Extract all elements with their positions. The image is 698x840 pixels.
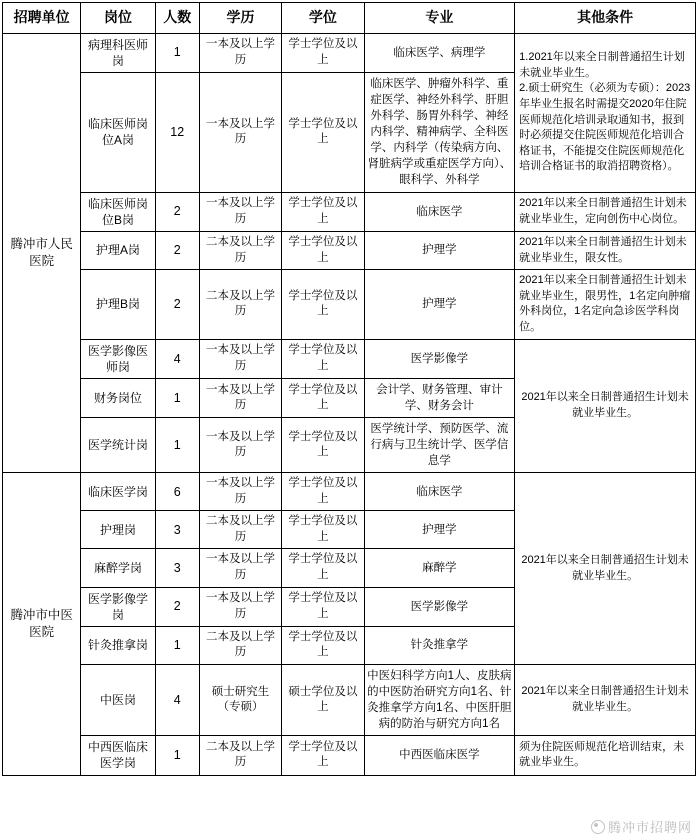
table-row [3,33,696,72]
cell-other-conditions: 2021年以来全日制普通招生计划未就业毕业生。 [515,339,696,473]
cell-other-conditions: 2021年以来全日制普通招生计划未就业毕业生，定向创伤中心岗位。 [515,192,696,231]
cell-unit: 腾冲市人民医院 [3,33,81,473]
cell-unit: 腾冲市中医医院 [3,473,81,775]
table-row [3,664,696,735]
cell-post: 针灸推拿岗 [81,626,155,664]
cell-post: 医学影像医师岗 [81,339,155,378]
cell-other-conditions: 2021年以来全日制普通招生计划未就业毕业生。 [515,664,696,735]
cell-post: 临床医师岗位A岗 [81,72,155,192]
cell-post: 中西医临床医学岗 [81,736,155,775]
cell-post: 临床医学岗 [81,473,155,511]
cell-education: 二本及以上学历 [199,736,281,775]
cell-major: 医学影像学 [364,339,515,378]
cell-degree: 学士学位及以上 [282,339,364,378]
cell-major: 临床医学 [364,192,515,231]
cell-education: 二本及以上学历 [199,511,281,549]
cell-education: 一本及以上学历 [199,72,281,192]
cell-count: 4 [155,339,199,378]
header-other: 其他条件 [515,3,696,34]
cell-degree: 学士学位及以上 [282,72,364,192]
cell-major: 会计学、财务管理、审计学、财务会计 [364,378,515,417]
cell-count: 1 [155,418,199,473]
watermark-logo-icon [591,820,605,834]
cell-major: 临床医学、肿瘤外科学、重症医学、神经外科学、肝胆外科学、肠胃外科学、神经内科学、精神病学、全科医学、内科学（传染病方向、肾脏病学或重症医学方向）、眼科学、外科学 [364,72,515,192]
cell-major: 护理学 [364,511,515,549]
cell-count: 2 [155,192,199,231]
cell-major: 医学影像学 [364,587,515,626]
cell-education: 一本及以上学历 [199,549,281,587]
cell-post: 护理A岗 [81,231,155,269]
cell-degree: 学士学位及以上 [282,418,364,473]
table-row [3,339,696,378]
recruitment-table [2,2,696,776]
cell-post: 临床医师岗位B岗 [81,192,155,231]
cell-major: 中医妇科学方向1人、皮肤病的中医防治研究方向1名、针灸推拿学方向1名、中医肝胆病的防治与研究方向1名 [364,664,515,735]
cell-post: 病理科医师岗 [81,33,155,72]
cell-major: 临床医学 [364,473,515,511]
cell-other-conditions: 1.2021年以来全日制普通招生计划未就业毕业生。 2.硕士研究生（必须为专硕）：2023年毕业生报名时需提交2020年住院医师规范化培训录取通知书，报到时必须提交住院医师规范化培训合格证书，不能提交住院医师规范化培训合格证书的取消招聘资格）。 [515,33,696,192]
header-post: 岗位 [81,3,155,34]
cell-major: 医学统计学、预防医学、流行病与卫生统计学、医学信息学 [364,418,515,473]
cell-degree: 学士学位及以上 [282,473,364,511]
table-row [3,231,696,269]
cell-count: 1 [155,378,199,417]
cell-count: 1 [155,736,199,775]
cell-count: 2 [155,231,199,269]
cell-education: 一本及以上学历 [199,418,281,473]
cell-major: 麻醉学 [364,549,515,587]
cell-degree: 学士学位及以上 [282,33,364,72]
cell-count: 2 [155,587,199,626]
cell-post: 护理岗 [81,511,155,549]
cell-education: 二本及以上学历 [199,270,281,339]
table-row [3,736,696,775]
cell-education: 二本及以上学历 [199,626,281,664]
header-count: 人数 [155,3,199,34]
cell-major: 护理学 [364,231,515,269]
cell-degree: 学士学位及以上 [282,549,364,587]
cell-other-conditions: 2021年以来全日制普通招生计划未就业毕业生。 [515,473,696,665]
cell-degree: 硕士学位及以上 [282,664,364,735]
cell-post: 财务岗位 [81,378,155,417]
table-body [3,33,696,775]
header-degree: 学位 [282,3,364,34]
cell-degree: 学士学位及以上 [282,378,364,417]
header-education: 学历 [199,3,281,34]
table-row [3,270,696,339]
cell-degree: 学士学位及以上 [282,626,364,664]
watermark [591,817,692,836]
cell-post: 医学统计岗 [81,418,155,473]
cell-education: 一本及以上学历 [199,473,281,511]
header-major: 专业 [364,3,515,34]
cell-degree: 学士学位及以上 [282,736,364,775]
cell-major: 针灸推拿学 [364,626,515,664]
cell-other-conditions: 须为住院医师规范化培训结束，未就业毕业生。 [515,736,696,775]
cell-degree: 学士学位及以上 [282,231,364,269]
cell-degree: 学士学位及以上 [282,511,364,549]
cell-post: 麻醉学岗 [81,549,155,587]
cell-post: 医学影像学岗 [81,587,155,626]
cell-count: 4 [155,664,199,735]
cell-count: 12 [155,72,199,192]
cell-other-conditions: 2021年以来全日制普通招生计划未就业毕业生，限男性，1名定向肿瘤外科岗位，1名定向急诊医学科岗位。 [515,270,696,339]
cell-major: 中西医临床医学 [364,736,515,775]
cell-count: 6 [155,473,199,511]
cell-education: 一本及以上学历 [199,33,281,72]
cell-count: 1 [155,626,199,664]
cell-count: 3 [155,511,199,549]
table-header-row [3,3,696,34]
cell-education: 一本及以上学历 [199,192,281,231]
watermark-text: 腾冲市招聘网 [607,820,692,835]
cell-post: 中医岗 [81,664,155,735]
cell-other-conditions: 2021年以来全日制普通招生计划未就业毕业生，限女性。 [515,231,696,269]
cell-degree: 学士学位及以上 [282,587,364,626]
cell-education: 一本及以上学历 [199,587,281,626]
cell-degree: 学士学位及以上 [282,270,364,339]
cell-education: 二本及以上学历 [199,231,281,269]
cell-education: 一本及以上学历 [199,339,281,378]
cell-count: 3 [155,549,199,587]
cell-major: 护理学 [364,270,515,339]
header-unit: 招聘单位 [3,3,81,34]
cell-degree: 学士学位及以上 [282,192,364,231]
table-row [3,473,696,511]
cell-education: 一本及以上学历 [199,378,281,417]
cell-major: 临床医学、病理学 [364,33,515,72]
cell-count: 1 [155,33,199,72]
table-row [3,192,696,231]
cell-education: 硕士研究生（专硕） [199,664,281,735]
cell-post: 护理B岗 [81,270,155,339]
cell-count: 2 [155,270,199,339]
